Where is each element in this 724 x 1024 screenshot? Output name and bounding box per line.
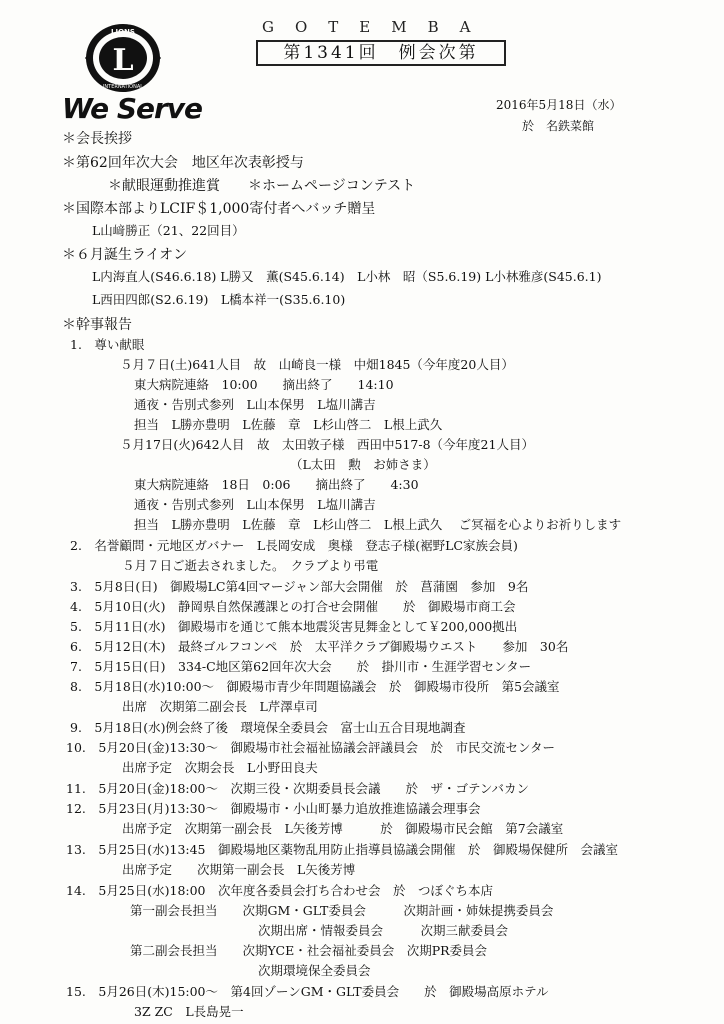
agenda-line: ＊献眼運動推進賞 ＊ホームページコンテスト	[108, 178, 416, 194]
agenda-line: 出席予定 次期第一副会長 L矢後芳博	[122, 862, 356, 877]
agenda-line: 次期環境保全委員会	[258, 963, 371, 978]
agenda-line: 7. 5月15日(日) 334-C地区第62回年次大会 於 掛川市・生涯学習センター	[70, 659, 532, 674]
agenda-line: 14. 5月25日(水)18:00 次年度各委員会打ち合わせ会 於 つぼぐち本店	[66, 883, 494, 898]
agenda-line: 東大病院連絡 10:00 摘出終了 14:10	[134, 377, 394, 392]
agenda-line: 10. 5月20日(金)13:30～ 御殿場市社会福祉協議会評議員会 於 市民交流センター	[66, 740, 556, 755]
agenda-line: ＊幹事報告	[62, 317, 132, 333]
agenda-line: 出席予定 次期第一副会長 L矢後芳博 於 御殿場市民会館 第7会議室	[122, 821, 564, 836]
meeting-date: 2016年5月18日（水）	[496, 98, 622, 112]
agenda-line: ５月７日(土)641人目 故 山崎良一様 中畑1845（今年度20人目）	[120, 357, 514, 372]
agenda-line: 3. 5月8日(日) 御殿場LC第4回マージャン部大会開催 於 菖蒲園 参加 9名	[70, 579, 529, 594]
meeting-title: 第1341回 例会次第	[256, 40, 506, 66]
agenda-line: ＊６月誕生ライオン	[62, 247, 188, 263]
agenda-line: ５月７日ご逝去されました。 クラブより弔電	[122, 558, 379, 573]
svg-text:INTERNATIONAL: INTERNATIONAL	[102, 84, 144, 90]
agenda-line: ５月17日(火)642人目 故 太田敦子様 西田中517-8（今年度21人目）	[120, 437, 534, 452]
agenda-line: 8. 5月18日(水)10:00～ 御殿場市青少年問題協議会 於 御殿場市役所 第5会議室	[70, 679, 560, 694]
agenda-line: 13. 5月25日(水)13:45 御殿場地区薬物乱用防止指導員協議会開催 於 御殿場保健所 会議室	[66, 842, 619, 857]
agenda-line: 5. 5月11日(水) 御殿場市を通じて熊本地震災害見舞金として￥200,000拠出	[70, 619, 518, 634]
agenda-line: 出席 次期第二副会長 L芹澤卓司	[122, 699, 318, 714]
lions-club-emblem-icon	[84, 22, 162, 94]
agenda-line: ＊第62回年次大会 地区年次表彰授与	[62, 155, 304, 171]
agenda-line: 第二副会長担当 次期YCE・社会福祉委員会 次期PR委員会	[130, 943, 488, 958]
svg-text:L: L	[112, 43, 134, 78]
agenda-line: 通夜・告別式参列 L山本保男 L塩川講吉	[134, 497, 376, 512]
agenda-line: 担当 L勝亦豊明 L佐藤 章 L杉山啓二 L根上武久 ご冥福を心よりお祈りします	[134, 517, 622, 532]
agenda-line: 通夜・告別式参列 L山本保男 L塩川講吉	[134, 397, 376, 412]
agenda-line: 2. 名誉顧問・元地区ガバナー L長岡安成 奥様 登志子様(裾野LC家族会員)	[70, 538, 518, 553]
agenda-line: 12. 5月23日(月)13:30～ 御殿場市・小山町暴力追放推進協議会理事会	[66, 801, 481, 816]
agenda-line: 出席予定 次期会長 L小野田良夫	[122, 760, 318, 775]
agenda-line: 4. 5月10日(火) 静岡県自然保護課との打合せ会開催 於 御殿場市商工会	[70, 599, 516, 614]
agenda-line: 3Z ZC L長島晃一	[134, 1004, 244, 1019]
agenda-line: ＊会長挨拶	[62, 131, 132, 147]
agenda-line: 次期出席・情報委員会 次期三献委員会	[258, 923, 509, 938]
agenda-line: 第一副会長担当 次期GM・GLT委員会 次期計画・姉妹提携委員会	[130, 903, 554, 918]
agenda-line: L内海直人(S46.6.18) L勝又 薫(S45.6.14) L小林 昭（S5.6.19) L小林雅彦(S45.6.1)	[92, 269, 602, 284]
agenda-line: L西田四郎(S2.6.19) L橋本祥一(S35.6.10)	[92, 292, 346, 307]
club-name: GOTEMBA	[262, 18, 492, 36]
agenda-line: 15. 5月26日(木)15:00～ 第4回ゾーンGM・GLT委員会 於 御殿場高原ホテル	[66, 984, 549, 999]
agenda-line: 11. 5月20日(金)18:00～ 次期三役・次期委員長会議 於 ザ・ゴテンバカン	[66, 781, 530, 796]
agenda-line: L山﨑勝正（21、22回目）	[92, 223, 245, 238]
agenda-line: （L太田 勲 お姉さま）	[290, 457, 436, 472]
agenda-line: 6. 5月12日(木) 最終ゴルフコンペ 於 太平洋クラブ御殿場ウエスト 参加 30名	[70, 639, 569, 654]
agenda-line: 東大病院連絡 18日 0:06 摘出終了 4:30	[134, 477, 419, 492]
agenda-line: ＊国際本部よりLCIF＄1,000寄付者へバッチ贈呈	[62, 201, 376, 217]
agenda-line: 1. 尊い献眼	[70, 337, 145, 352]
agenda-line: 9. 5月18日(水)例会終了後 環境保全委員会 富士山五合目現地調査	[70, 720, 466, 735]
logo-slogan: We Serve	[62, 92, 203, 125]
agenda-line: 担当 L勝亦豊明 L佐藤 章 L杉山啓二 L根上武久	[134, 417, 443, 432]
svg-text:LIONS: LIONS	[111, 28, 135, 36]
meeting-venue: 於 名鉄菜館	[522, 119, 595, 133]
